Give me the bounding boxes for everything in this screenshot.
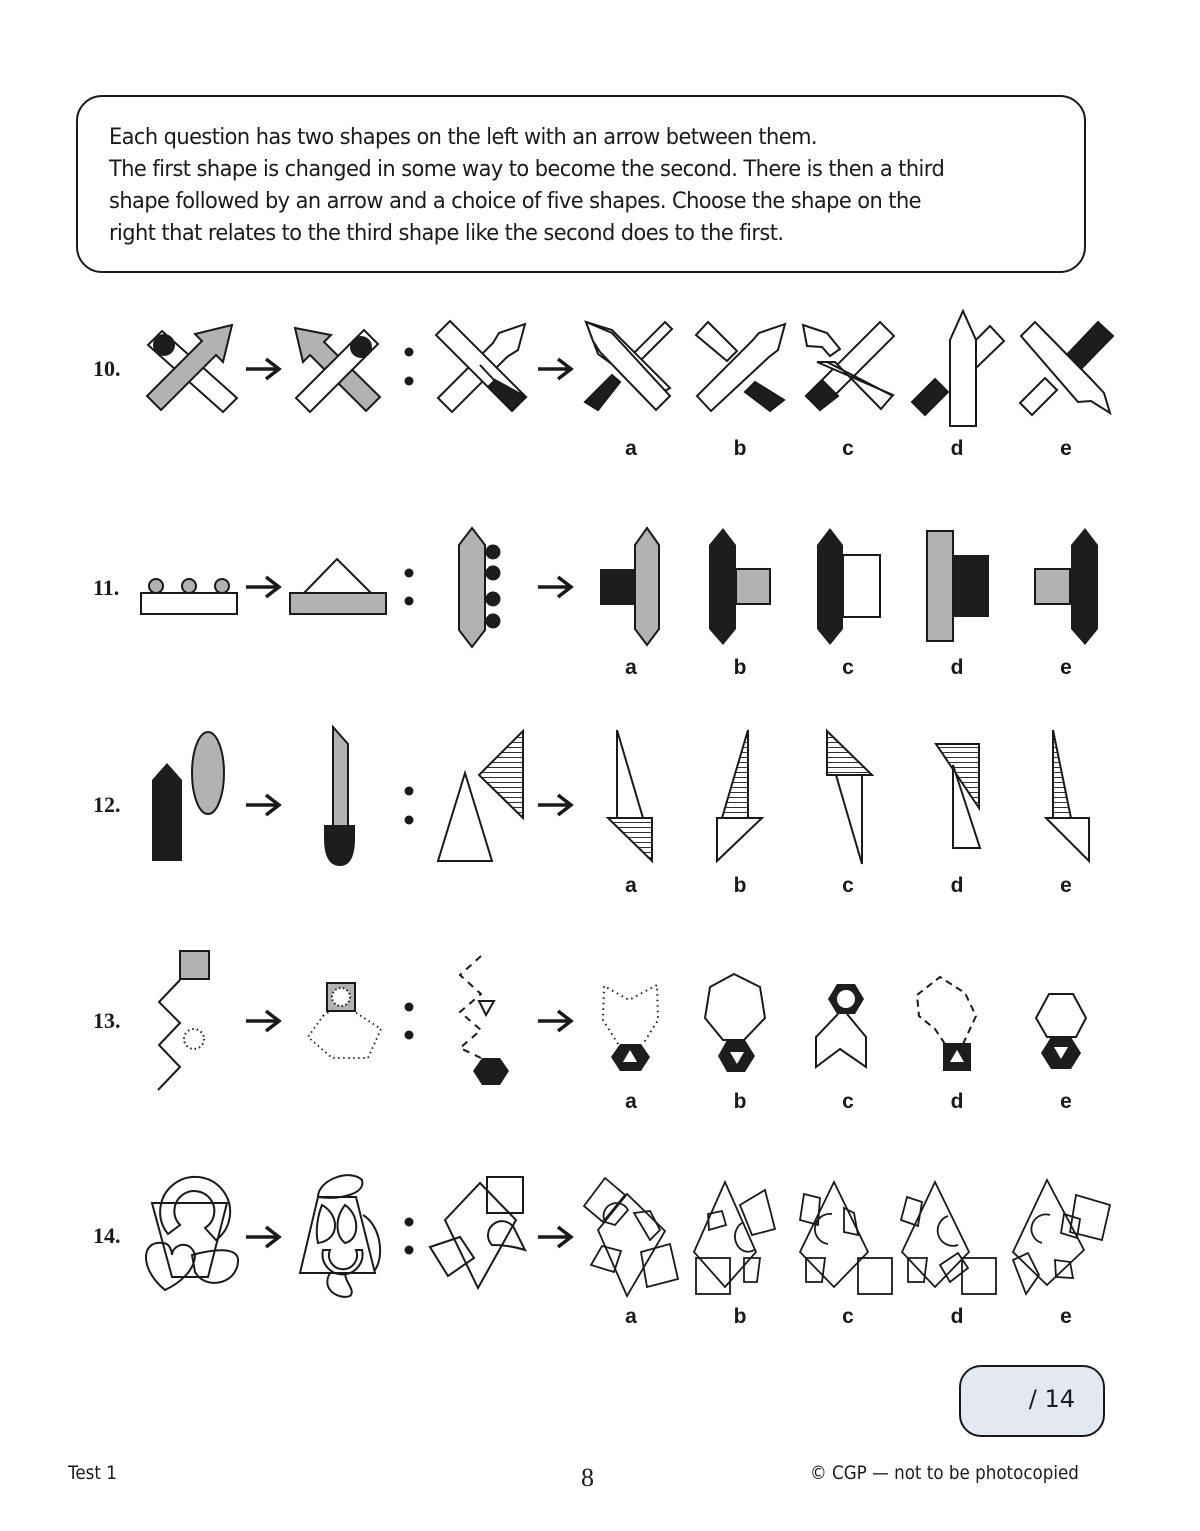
score-box <box>959 1365 1105 1437</box>
q14-option-a <box>584 1178 678 1296</box>
option-label-c[interactable]: c <box>842 874 854 897</box>
option-label-c[interactable]: c <box>842 656 854 679</box>
option-label-c[interactable]: c <box>842 1305 854 1328</box>
option-label-c[interactable]: c <box>842 1090 854 1113</box>
instruction-line: Each question has two shapes on the left with an arrow between them. <box>109 124 817 150</box>
instruction-line: The first shape is changed in some way to become the second. There is then a third <box>109 156 945 182</box>
instruction-line: shape followed by an arrow and a choice of five shapes. Choose the shape on the <box>109 188 921 214</box>
option-label-d[interactable]: d <box>950 437 964 460</box>
q14-option-b <box>694 1182 775 1294</box>
question-number: 10. <box>93 356 121 381</box>
question-number: 11. <box>93 575 120 600</box>
question-number: 13. <box>93 1008 121 1033</box>
option-label-e[interactable]: e <box>1060 874 1072 897</box>
question-number: 14. <box>93 1223 121 1248</box>
option-label-e[interactable]: e <box>1060 1090 1072 1113</box>
instruction-line: right that relates to the third shape like the second does to the first. <box>109 220 784 246</box>
score-total: / 14 <box>1028 1385 1075 1413</box>
option-label-b[interactable]: b <box>733 874 747 897</box>
option-label-e[interactable]: e <box>1060 656 1072 679</box>
option-label-a[interactable]: a <box>625 1090 637 1113</box>
option-label-d[interactable]: d <box>950 656 964 679</box>
option-label-e[interactable]: e <box>1060 437 1072 460</box>
option-label-d[interactable]: d <box>950 874 964 897</box>
option-label-b[interactable]: b <box>733 1090 747 1113</box>
footer-copyright: © CGP — not to be photocopied <box>810 1462 1079 1484</box>
q14-option-e <box>1013 1180 1110 1294</box>
option-label-c[interactable]: c <box>842 437 854 460</box>
arrow-icon <box>246 1227 279 1247</box>
arrow-icon <box>538 1227 571 1247</box>
option-label-b[interactable]: b <box>733 1305 747 1328</box>
option-label-a[interactable]: a <box>625 874 637 897</box>
option-label-d[interactable]: d <box>950 1090 964 1113</box>
q14-option-d <box>901 1182 996 1294</box>
footer-test-label: Test 1 <box>68 1462 117 1484</box>
option-label-a[interactable]: a <box>625 1305 637 1328</box>
question-number: 12. <box>93 792 121 817</box>
option-label-b[interactable]: b <box>733 656 747 679</box>
option-label-d[interactable]: d <box>950 1305 964 1328</box>
option-label-e[interactable]: e <box>1060 1305 1072 1328</box>
option-label-b[interactable]: b <box>733 437 747 460</box>
q14-option-c <box>800 1182 892 1294</box>
page-number: 8 <box>581 1463 594 1492</box>
option-label-a[interactable]: a <box>625 656 637 679</box>
option-label-a[interactable]: a <box>625 437 637 460</box>
